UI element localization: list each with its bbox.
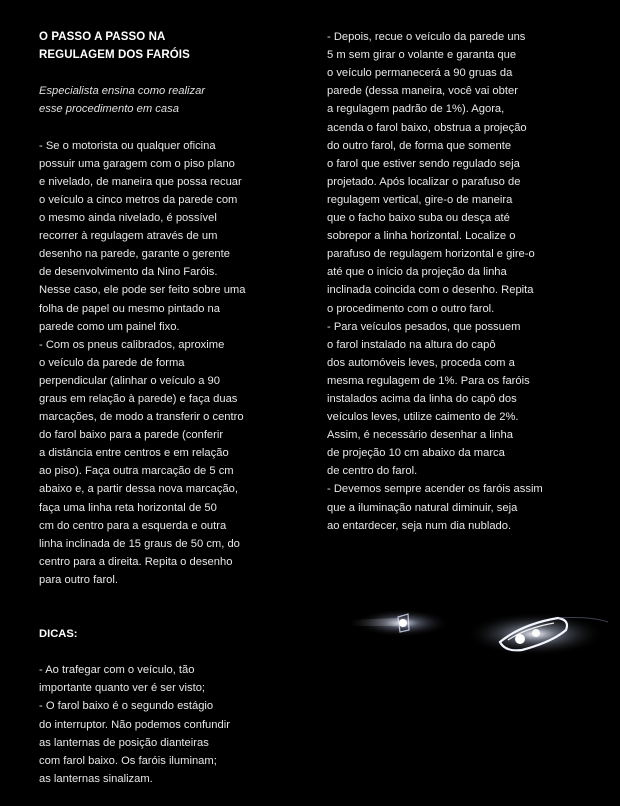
left-column <box>39 10 279 806</box>
steps-text-left: - Se o motorista ou qualquer oficina possuir uma garagem com o piso plano e nivelado, de maneira que possa recuar o veículo a cinco metros da parede com o mesmo ainda nivelado, é possível recorrer à regulagem através de um desenho na parede, garante o gerente de desenvolvimento da Nino Faróis. Nesse caso, ele pode ser feito sobre uma folha de papel ou mesmo pintado na parede como um painel fixo. - Com os pneus calibrados, aproxime o veículo da parede de forma perpendicular (alinhar o veículo a 90 graus em relação à parede) e faça duas marcações, de modo a transferir o centro do farol baixo para a parede (conferir a distância entre centros e em relação ao piso). Faça outra marcação de 5 cm abaixo e, a partir dessa nova marcação, faça uma linha reta horizontal de 50 cm do centro para a esquerda e outra linha inclinada de 15 graus de 50 cm, do centro para a direita. Repita o desenho para outro farol. <box>39 139 246 586</box>
right-column <box>327 10 577 553</box>
tips-text: - Ao trafegar com o veículo, tão importante quanto ver é ser visto; - O farol baixo é o segundo estágio do interruptor. Não podemos confundir as lanternas de posição dianteiras com farol baixo. Os faróis iluminam; as lanternas sinalizam. <box>39 664 230 785</box>
steps-text-right: - Depois, recue o veículo da parede uns 5 m sem girar o volante e garanta que o veículo permanecerá a 90 gruas da parede (dessa maneira, você vai obter a regulagem padrão de 1%). Agora, acenda o farol baixo, obstrua a projeção do outro farol, de forma que somente o farol que estiver sendo regulado seja projetado. Após localizar o parafuso de regulagem vertical, gire-o de maneira que o facho baixo suba ou desça até sobrepor a linha horizontal. Localize o parafuso de regulagem horizontal e gire-o até que o início da projeção da linha inclinada coincida com o desenho. Repita o procedimento com o outro farol. - Para veículos pesados, que possuem o farol instalado na altura do capô dos automóveis leves, proceda com a mesma regulagem de 1%. Para os faróis instalados acima da linha do capô dos veículos leves, utilize caimento de 2%. Assim, é necessário desenhar a linha de projeção 10 cm abaixo da marca de centro do farol. - Devemos sempre acender os faróis assim que a iluminação natural diminuir, seja ao entardecer, seja num dia nublado. <box>327 31 543 532</box>
article-subtitle: Especialista ensina como realizar esse procedimento em casa <box>39 85 206 116</box>
headlight-left-icon <box>350 609 450 637</box>
car-headlights-image <box>290 560 620 734</box>
article-title: O PASSO A PASSO NA REGULAGEM DOS FARÓIS <box>39 31 190 62</box>
tips-title: DICAS: <box>39 628 78 641</box>
headlight-right-icon <box>465 612 608 656</box>
